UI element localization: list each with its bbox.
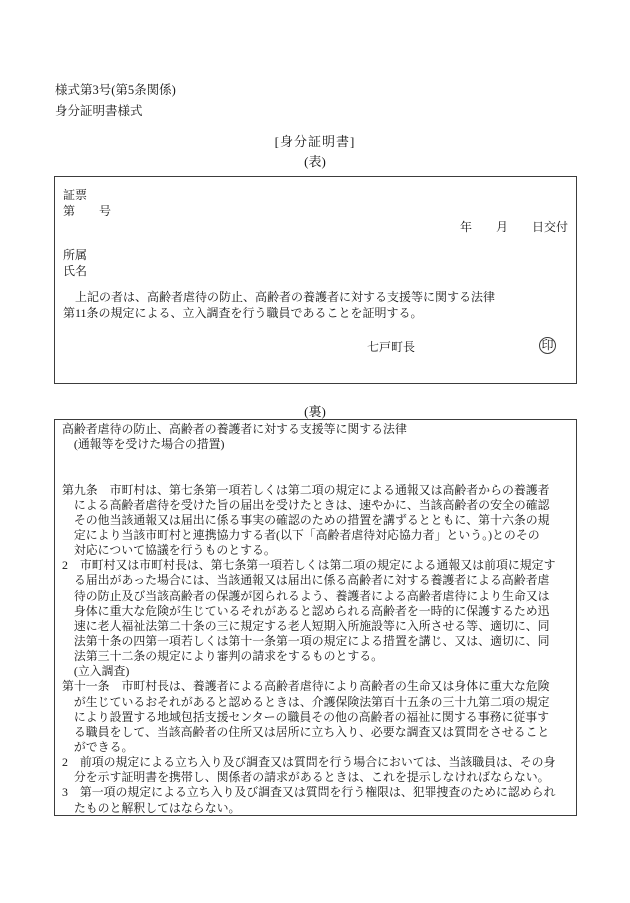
law-text-line: 第九条 市町村は、第七条第一項若しくは第二項の規定による通報又は高齢者からの養護者 <box>62 482 550 497</box>
law-text-line: る届出があった場合には、当該通報又は届出に係る高齢者に対する養護者による高齢者虐 <box>62 573 550 588</box>
id-card-front-box <box>54 176 577 384</box>
law-text-line: ができる。 <box>62 739 134 754</box>
name-label: 氏名 <box>63 264 88 278</box>
law-text-line <box>62 452 569 467</box>
law-title-line: 高齢者虐待の防止、高齢者の養護者に対する支援等に関する法律 <box>62 422 407 436</box>
law-text-line: る職員をして、当該高齢者の住所又は居所に立ち入り、必要な調査又は質問をさせること <box>62 724 550 739</box>
law-section-heading: (立入調査) <box>62 664 130 679</box>
seal-icon: 印 <box>539 337 556 354</box>
law-text-line: その他当該通報又は届出に係る事実の確認のための措置を講ずるとともに、第十六条の規 <box>62 512 550 527</box>
law-text-line: たものと解釈してはならない。 <box>62 800 241 815</box>
law-text-line: 定により当該市町村と連携協力する者(以下「高齢者虐待対応協力者」という。)とのその <box>62 527 540 542</box>
id-card-back-box <box>54 419 577 816</box>
law-text-line: 2 前項の規定による立ち入り及び調査又は質問を行う場合においては、当該職員は、その身 <box>62 755 556 770</box>
law-text-line: 法第十条の四第一項若しくは第十一条第一項の規定による措置を講じ、又は、適切に、同 <box>62 633 550 648</box>
issue-date-line: 年 月 日交付 <box>459 220 568 234</box>
law-text-line: 分を示す証明書を携帯し、関係者の請求があるときは、これを提示しなければならない。 <box>62 770 550 785</box>
certification-statement-line-1: 上記の者は、高齢者虐待の防止、高齢者の養護者に対する支援等に関する法律 <box>63 290 496 304</box>
law-text-line: により設置する地域包括支援センターの職員その他の高齢者の福祉に関する事務に従事す <box>62 709 550 724</box>
id-word-label: 証票 <box>63 188 88 202</box>
law-text-line: 速に老人福祉法第二十条の三に規定する老人短期入所施設等に入所させる等、適切に、同 <box>62 618 550 633</box>
law-text-line <box>62 467 569 482</box>
law-text-line: 待の防止及び当該高齢者の保護が図られるよう、養護者による高齢者虐待により生命又は <box>62 588 550 603</box>
law-text-line: による高齢者虐待を受けた旨の届出を受けたときは、速やかに、当該高齢者の安全の確認 <box>62 497 550 512</box>
back-side-label: (裏) <box>304 404 326 419</box>
law-text-line: 対応について協議を行うものとする。 <box>62 543 276 558</box>
law-text-line: が生じているおそれがあると認めるときは、介護保険法第百十五条の三十九第二項の規定 <box>62 694 550 709</box>
law-text-line: 3 第一項の規定による立ち入り及び調査又は質問を行う権限は、犯罪捜査のために認められ <box>62 785 556 800</box>
id-number-line: 第 号 <box>63 204 112 218</box>
form-name: 身分証明書様式 <box>55 104 143 118</box>
front-side-label: (表) <box>304 154 326 169</box>
card-title: [身分証明書] <box>274 134 356 149</box>
law-text-line: 法第三十二条の規定により審判の請求をするものとする。 <box>62 649 384 664</box>
affiliation-label: 所属 <box>63 248 88 262</box>
law-text-line: 身体に重大な危険が生じているそれがあると認められる高齢者を一時的に保護するため迅 <box>62 603 550 618</box>
form-header <box>55 80 176 122</box>
law-text-line: 2 市町村又は市町村長は、第七条第一項若しくは第二項の規定による通報又は前項に規定す <box>62 558 556 573</box>
certification-statement-line-2: 第11条の規定による、立入調査を行う職員であることを証明する。 <box>63 306 423 320</box>
law-section-heading: (通報等を受けた場合の措置) <box>62 437 225 452</box>
issuer-title: 七戸町長 <box>367 340 416 354</box>
law-text-line: 第十一条 市町村長は、養護者による高齢者虐待により高齢者の生命又は身体に重大な危険 <box>62 679 550 694</box>
form-number: 様式第3号(第5条関係) <box>55 83 176 97</box>
